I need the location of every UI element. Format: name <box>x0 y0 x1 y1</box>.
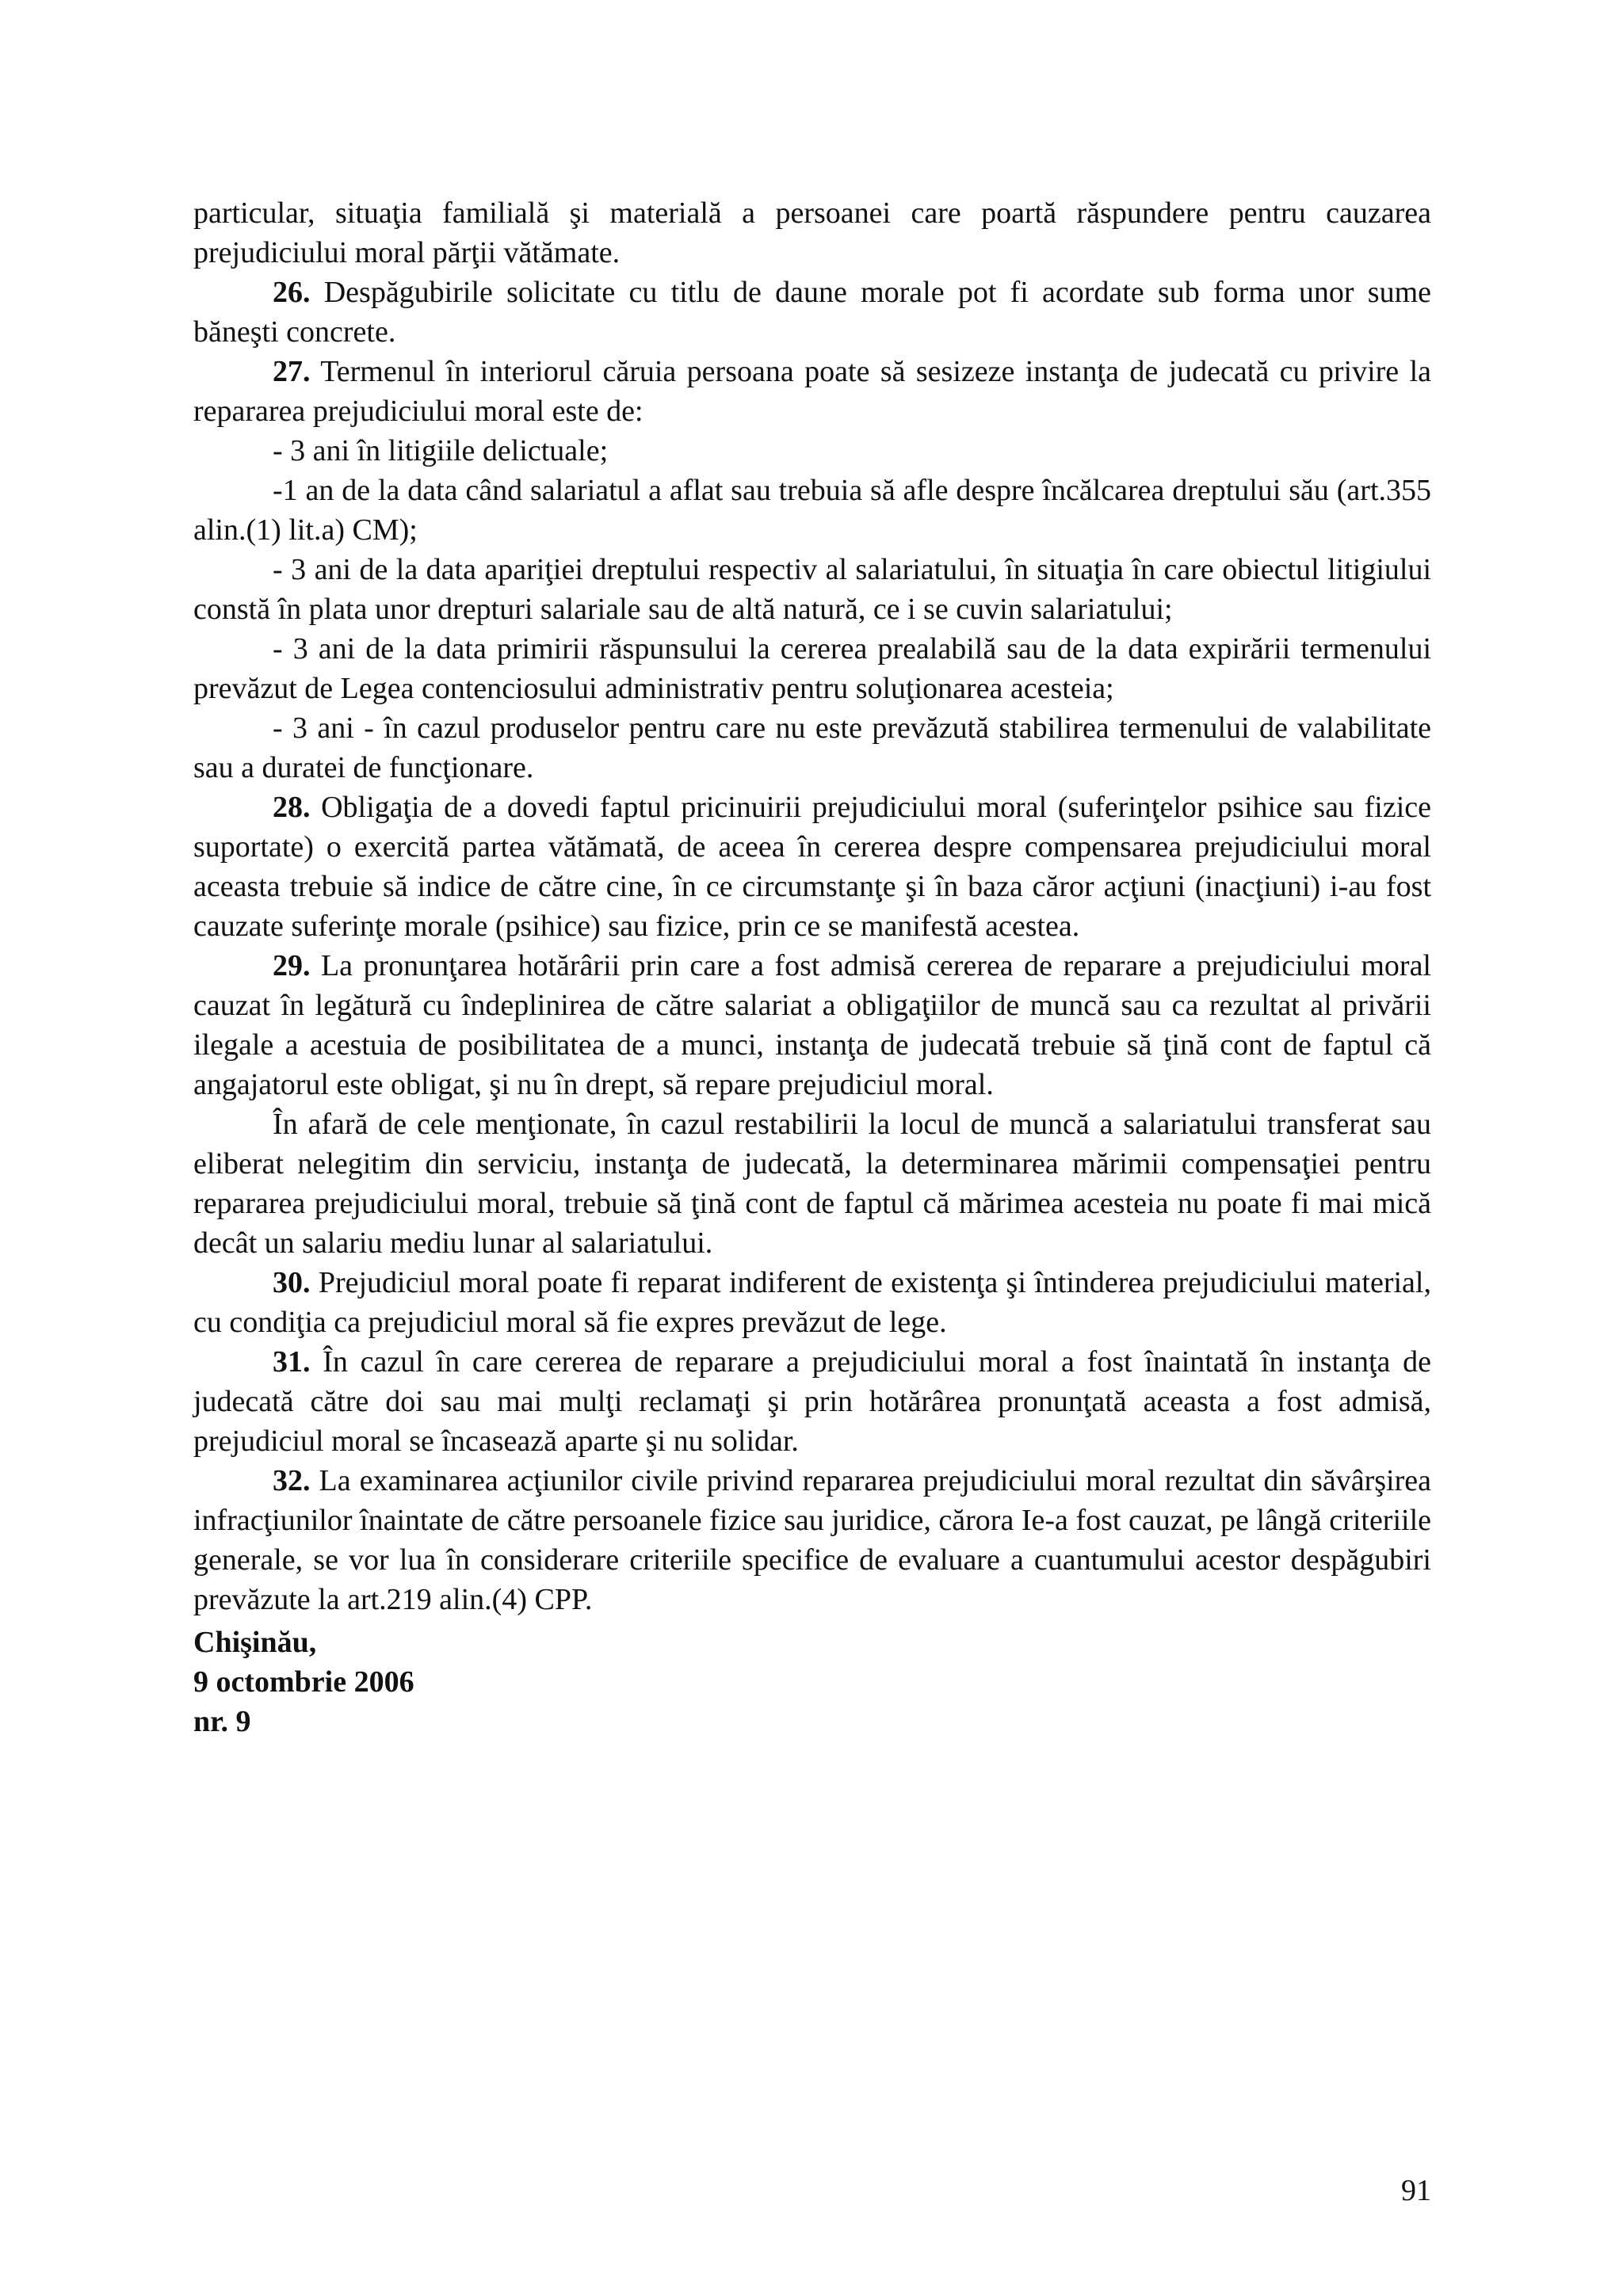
list-item <box>193 550 1431 629</box>
paragraph-number: 27. <box>273 355 311 388</box>
paragraph-text: Termenul în interiorul căruia persoana poate să sesizeze instanţa de judecată cu privire la repararea prejudiciului moral este de: <box>193 355 1431 428</box>
paragraph-text: -1 an de la data când salariatul a aflat sau trebuia să afle despre încălcarea dreptului său (art.355 alin.(1) lit.a) CM); <box>193 474 1431 547</box>
paragraph-27 <box>193 352 1431 431</box>
paragraph-text: În afară de cele menţionate, în cazul restabilirii la locul de muncă a salariatului transferat sau eliberat nelegitim din serviciu, instanţa de judecată, la determinarea mărimii compensaţiei pentru repararea prejudiciului moral, trebuie să ţină cont de faptul că mărimea acesteia nu poate fi mai mică decât un salariu mediu lunar al salariatului. <box>193 1108 1431 1260</box>
list-item <box>193 629 1431 708</box>
paragraph-text: În cazul în care cererea de reparare a prejudiciului moral a fost înaintată în instanţa de judecată către doi sau mai mulţi reclamaţi şi prin hotărârea pronunţată aceasta a fost admisă, prejudiciul moral se încasează aparte şi nu solidar. <box>193 1345 1431 1458</box>
signature-place: Chişinău, <box>193 1626 317 1659</box>
signature-date: 9 octombrie 2006 <box>193 1665 414 1699</box>
paragraph-text: Prejudiciul moral poate fi reparat indiferent de existenţa şi întinderea prejudiciului material, cu condiţia ca prejudiciul moral să fie expres prevăzut de lege. <box>193 1266 1431 1339</box>
paragraph-text: - 3 ani în litigiile delictuale; <box>273 434 609 467</box>
paragraph-32 <box>193 1461 1431 1619</box>
paragraph-number: 29. <box>273 949 311 982</box>
list-item <box>193 471 1431 550</box>
paragraph-text: particular, situaţia familială şi materială a persoanei care poartă răspundere pentru cauzarea prejudiciului moral părţii vătămate. <box>193 196 1431 269</box>
document-body <box>193 193 1431 1619</box>
page-number: 91 <box>1401 2174 1431 2207</box>
list-item <box>193 708 1431 788</box>
paragraph-30 <box>193 1263 1431 1342</box>
paragraph-number: 32. <box>273 1464 311 1497</box>
signature-block <box>193 1623 414 1741</box>
paragraph-29-continued <box>193 1104 1431 1263</box>
paragraph-number: 26. <box>273 276 311 309</box>
paragraph-28 <box>193 788 1431 946</box>
paragraph-number: 28. <box>273 791 311 824</box>
paragraph-29 <box>193 946 1431 1104</box>
paragraph-number: 30. <box>273 1266 311 1299</box>
paragraph-text: Despăgubirile solicitate cu titlu de daune morale pot fi acordate sub forma unor sume băneşti concrete. <box>193 276 1431 349</box>
paragraph-text: - 3 ani - în cazul produselor pentru care nu este prevăzută stabilirea termenului de valabilitate sau a duratei de funcţionare. <box>193 711 1431 784</box>
paragraph-number: 31. <box>273 1345 311 1379</box>
paragraph-31 <box>193 1342 1431 1461</box>
paragraph-text: - 3 ani de la data primirii răspunsului la cererea prealabilă sau de la data expirării termenului prevăzut de Legea contenciosului administrativ pentru soluţionarea acesteia; <box>193 632 1431 705</box>
paragraph-text: - 3 ani de la data apariţiei dreptului respectiv al salariatului, în situaţia în care obiectul litigiului constă în plata unor drepturi salariale sau de altă natură, ce i se cuvin salariatului; <box>193 553 1431 626</box>
paragraph-26 <box>193 273 1431 352</box>
paragraph-continuation <box>193 193 1431 273</box>
list-item <box>193 431 1431 471</box>
paragraph-text: La examinarea acţiunilor civile privind repararea prejudiciului moral rezultat din săvârşirea infracţiunilor înaintate de către persoanele fizice sau juridice, cărora Ie-a fost cauzat, pe lângă criteriile generale, se vor lua în considerare criteriile specifice de evaluare a cuantumului acestor despăgubiri prevăzute la art.219 alin.(4) CPP. <box>193 1464 1431 1616</box>
paragraph-text: Obligaţia de a dovedi faptul pricinuirii prejudiciului moral (suferinţelor psihice sau fizice suportate) o exercită partea vătămată, de aceea în cererea despre compensarea prejudiciului moral aceasta trebuie să indice de către cine, în ce circumstanţe şi în baza căror acţiuni (inacţiuni) i-au fost cauzate suferinţe morale (psihice) sau fizice, prin ce se manifestă acestea. <box>193 791 1431 943</box>
paragraph-text: La pronunţarea hotărârii prin care a fost admisă cererea de reparare a prejudiciului moral cauzat în legătură cu îndeplinirea de către salariat a obligaţiilor de muncă sau ca rezultat al privării ilegale a acestuia de posibilitatea de a munci, instanţa de judecată trebuie să ţină cont de faptul că angajatorul este obligat, şi nu în drept, să repare prejudiciul moral. <box>193 949 1431 1101</box>
signature-number: nr. 9 <box>193 1705 251 1738</box>
